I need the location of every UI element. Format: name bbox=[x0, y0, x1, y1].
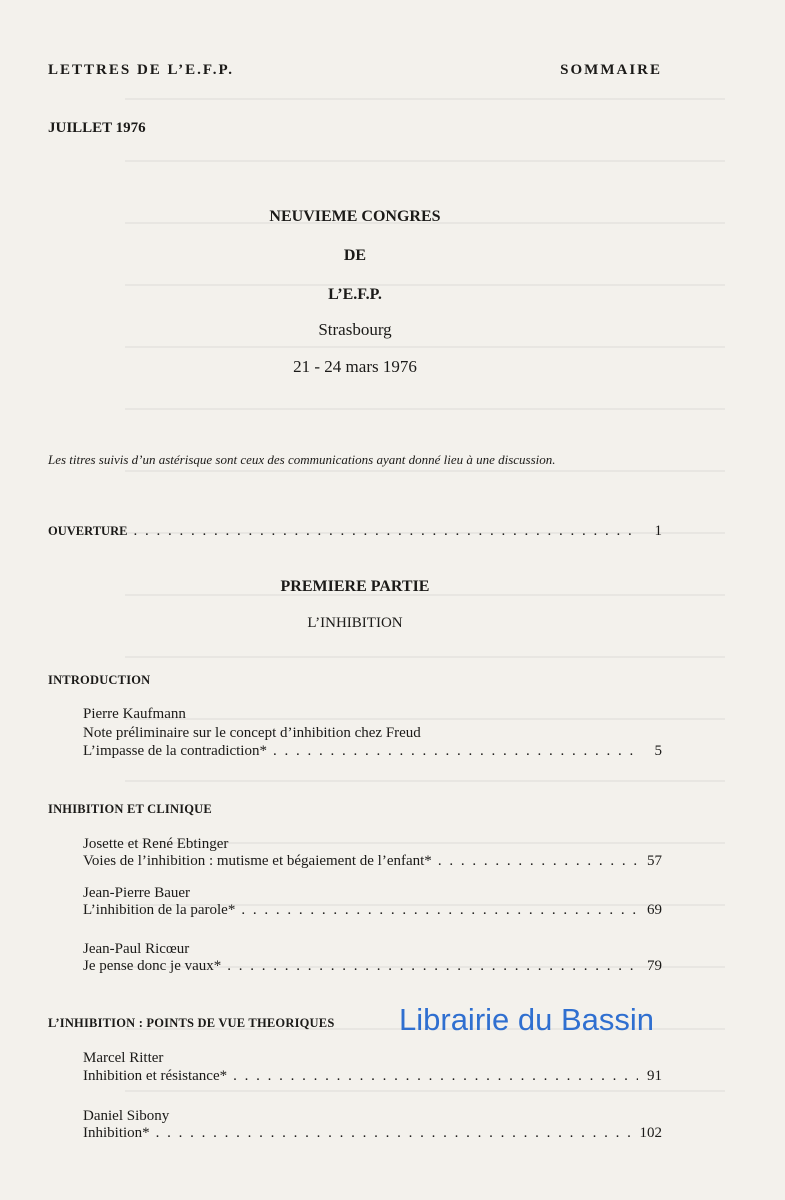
congress-title: NEUVIEME CONGRES bbox=[269, 208, 441, 225]
entry-title: Voies de l’inhibition : mutisme et bégaiement de l’enfant* bbox=[83, 853, 432, 869]
page-number: 91 bbox=[647, 1068, 662, 1084]
entry-title: Je pense donc je vaux* bbox=[83, 958, 222, 974]
author-name: Jean-Pierre Bauer bbox=[83, 885, 191, 901]
entry-title: Note préliminaire sur le concept d’inhibition chez Freud bbox=[83, 725, 421, 741]
author-name: Marcel Ritter bbox=[83, 1050, 164, 1066]
author-name: Daniel Sibony bbox=[83, 1108, 170, 1124]
congress-city: Strasbourg bbox=[318, 320, 392, 339]
ouverture-label: OUVERTURE bbox=[48, 524, 128, 538]
section-title-introduction: INTRODUCTION bbox=[48, 673, 151, 687]
page-number: 79 bbox=[647, 958, 662, 974]
journal-title: LETTRES DE L’E.F.P. bbox=[48, 62, 234, 78]
page-heading: SOMMAIRE bbox=[560, 62, 662, 78]
page-number: 1 bbox=[654, 523, 662, 539]
entry-title: Inhibition et résistance* bbox=[83, 1068, 228, 1084]
section-title-theoriques: L’INHIBITION : POINTS DE VUE THEORIQUES bbox=[48, 1016, 335, 1030]
congress-dates: 21 - 24 mars 1976 bbox=[293, 357, 417, 376]
congress-title-de: DE bbox=[343, 247, 367, 264]
toc-entry bbox=[83, 1068, 662, 1085]
page-number: 69 bbox=[647, 902, 662, 918]
dot-leader bbox=[227, 958, 638, 975]
dot-leader bbox=[241, 902, 638, 919]
toc-entry-ouverture bbox=[48, 523, 662, 540]
dot-leader bbox=[133, 523, 638, 540]
congress-org: L’E.F.P. bbox=[328, 286, 382, 303]
part-subtitle: L’INHIBITION bbox=[307, 615, 403, 631]
page-number: 5 bbox=[654, 743, 662, 759]
entry-title: L’impasse de la contradiction* bbox=[83, 743, 267, 759]
section-title-clinique: INHIBITION ET CLINIQUE bbox=[48, 802, 212, 816]
author-name: Jean-Paul Ricœur bbox=[83, 941, 190, 957]
dot-leader bbox=[273, 743, 638, 760]
part-title: PREMIERE PARTIE bbox=[280, 578, 430, 595]
toc-entry bbox=[83, 853, 662, 870]
author-name: Pierre Kaufmann bbox=[83, 706, 186, 722]
toc-entry bbox=[83, 743, 662, 760]
dot-leader bbox=[438, 853, 638, 870]
toc-entry bbox=[83, 958, 662, 975]
toc-entry bbox=[83, 1125, 662, 1142]
dot-leader bbox=[233, 1068, 638, 1085]
asterisk-note: Les titres suivis d’un astérisque sont ceux des communications ayant donné lieu à une discussion. bbox=[48, 452, 556, 467]
dot-leader bbox=[156, 1125, 634, 1142]
author-name: Josette et René Ebtinger bbox=[83, 836, 229, 852]
issue-date: JUILLET 1976 bbox=[48, 120, 146, 136]
bookseller-watermark: Librairie du Bassin bbox=[399, 1002, 655, 1037]
page-number: 102 bbox=[639, 1125, 662, 1141]
entry-title: L’inhibition de la parole* bbox=[83, 902, 236, 918]
toc-entry bbox=[83, 902, 662, 919]
entry-title: Inhibition* bbox=[83, 1125, 150, 1141]
page-number: 57 bbox=[647, 853, 662, 869]
